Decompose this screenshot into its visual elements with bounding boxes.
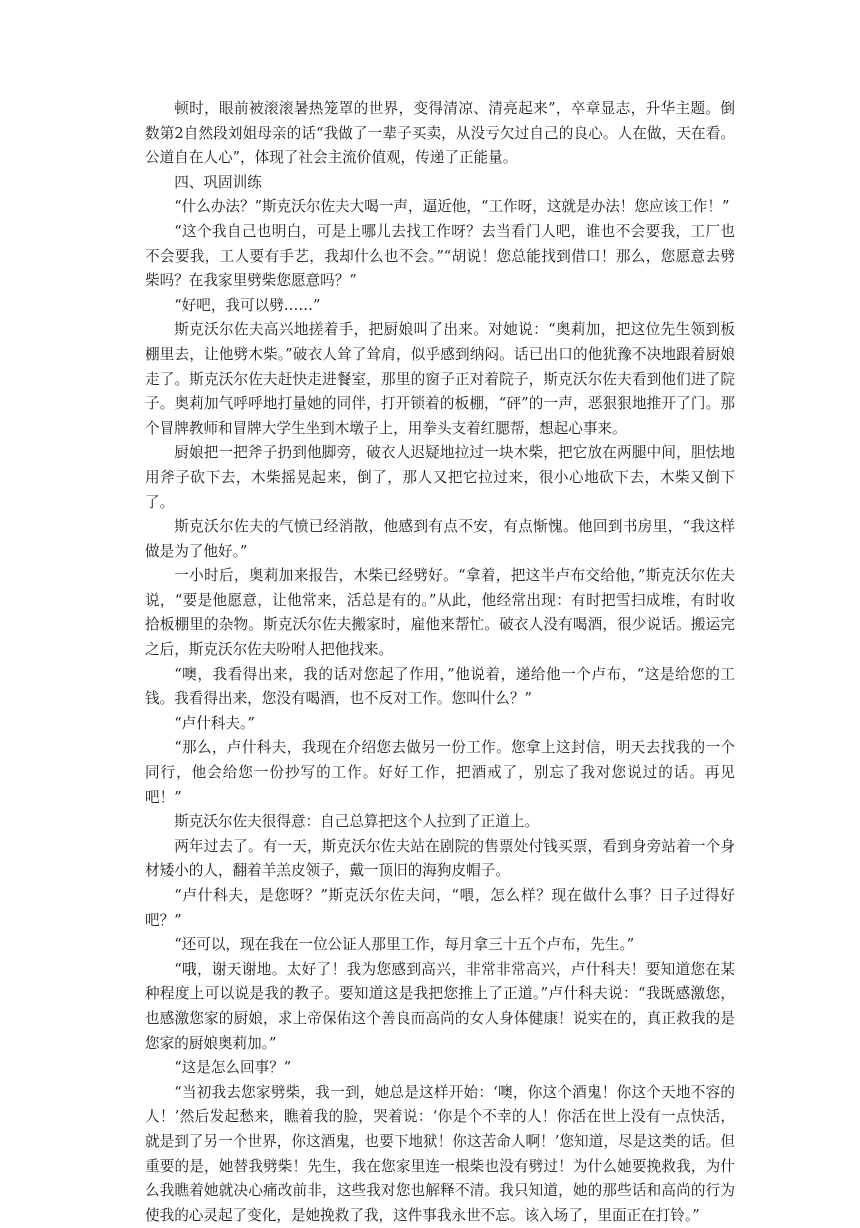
paragraph: “那么，卢什科夫，我现在介绍您去做另一份工作。您拿上这封信，明天去找我的一个同行，他会给您一份抄写的工作。好好工作，把酒戒了，别忘了我对您说过的话。再见吧！” <box>145 739 735 806</box>
paragraph: “好吧，我可以劈……” <box>174 296 321 314</box>
paragraph: “当初我去您家劈柴，我一到，她总是这样开始：‘噢，你这个酒鬼！你这个天地不容的人！’然后发起愁来，瞧着我的脸，哭着说：‘你是个不幸的人！你活在世上没有一点快活，就是到了另一个世界，你这酒鬼，也要下地狱！你这苦命人啊！’您知道，尽是这类的话。但重要的是，她替我劈柴！先生，我在您家里连一根柴也没有劈过！为什么她要挽救我，为什么我瞧着她就决心痛改前非，这些我对您也解释不清。我只知道，她的那些话和高尚的行为使我的心灵起了变化，是她挽救了我，这件事我永世不忘。该入场了，里面正在打铃。” <box>145 1083 735 1224</box>
paragraph: 顿时，眼前被滚滚暑热笼罩的世界，变得清凉、清亮起来”，卒章显志，升华主题。倒数第2自然段刘姐母亲的话“我做了一辈子买卖，从没亏欠过自己的良心。人在做，天在看。公道自在人心”，体现了社会主流价值观，传递了正能量。 <box>145 100 735 167</box>
paragraph: “还可以，现在我在一位公证人那里工作，每月拿三十五个卢布，先生。” <box>174 936 635 954</box>
paragraph: “卢什科夫。” <box>174 714 255 732</box>
paragraph: 两年过去了。有一天，斯克沃尔佐夫站在剧院的售票处付钱买票，看到身旁站着一个身材矮小的人，翻着羊羔皮领子，戴一顶旧的海狗皮帽子。 <box>145 837 735 880</box>
paragraph: 斯克沃尔佐夫的气愤已经消散，他感到有点不安，有点惭愧。他回到书房里，“我这样做是为了他好。” <box>145 518 735 560</box>
paragraph: “噢，我看得出来，我的话对您起了作用，”他说着，递给他一个卢布，“这是给您的工钱。我看得出来，您没有喝酒，也不反对工作。您叫什么？” <box>145 665 735 708</box>
paragraph: “这是怎么回事？” <box>174 1059 292 1077</box>
paragraph: 厨娘把一把斧子扔到他脚旁，破衣人迟疑地拉过一块木柴，把它放在两腿中间，胆怯地用斧子砍下去，木柴摇晃起来，倒了，那人又把它拉过来，很小心地砍下去，木柴又倒下了。 <box>145 444 735 511</box>
paragraph: “这个我自己也明白，可是上哪儿去找工作呀？去当看门人吧，谁也不会要我，工厂也不会要我，工人要有手艺，我却什么也不会。”“胡说！您总能找到借口！那么，您愿意去劈柴吗？在我家里劈柴您愿意吗？” <box>145 222 735 290</box>
paragraph: “哦，谢天谢地。太好了！我为您感到高兴，非常非常高兴，卢什科夫！要知道您在某种程度上可以说是我的教子。要知道这是我把您推上了正道。”卢什科夫说：“我既感激您，也感激您家的厨娘，求上帝保佑这个善良而高尚的女人身体健康！说实在的，真正救我的是您家的厨娘奥莉加。” <box>145 960 735 1052</box>
section-heading: 四、巩固训练 <box>174 173 262 191</box>
paragraph: 斯克沃尔佐夫高兴地搓着手，把厨娘叫了出来。对她说：“奥莉加，把这位先生领到板棚里去，让他劈木柴。”破衣人耸了耸肩，似乎感到纳闷。话已出口的他犹豫不决地跟着厨娘走了。斯克沃尔佐夫赶快走进餐室，那里的窗子正对着院子，斯克沃尔佐夫看到他们进了院子。奥莉加气呼呼地打量她的同伴，打开锁着的板棚，“砰”的一声，恶狠狠地推开了门。那个冒牌教师和冒牌大学生坐到木墩子上，用拳头支着红腮帮，想起心事来。 <box>145 321 735 437</box>
document-body <box>145 97 735 1228</box>
paragraph: “什么办法？”斯克沃尔佐夫大喝一声，逼近他，“工作呀，这就是办法！您应该工作！” <box>174 198 730 216</box>
paragraph: 一小时后，奥莉加来报告，木柴已经劈好。“拿着，把这半卢布交给他，”斯克沃尔佐夫说，“要是他愿意，让他常来，活总是有的。”从此，他经常出现：有时把雪扫成堆，有时收拾板棚里的杂物。斯克沃尔佐夫搬家时，雇他来帮忙。破衣人没有喝酒，很少说话。搬运完之后，斯克沃尔佐夫吩咐人把他找来。 <box>145 567 735 659</box>
paragraph: “卢什科夫，是您呀？”斯克沃尔佐夫问，“喂，怎么样？现在做什么事？日子过得好吧？” <box>145 887 735 929</box>
paragraph: 斯克沃尔佐夫很得意：自己总算把这个人拉到了正道上。 <box>174 813 540 831</box>
